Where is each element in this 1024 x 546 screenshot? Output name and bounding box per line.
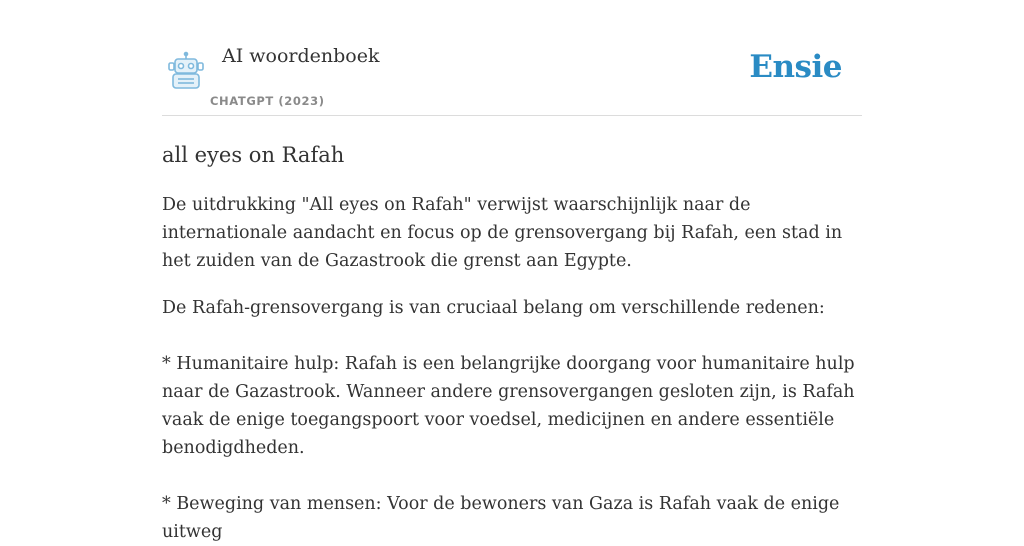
robot-icon	[166, 52, 206, 90]
definition-paragraph: De Rafah-grensovergang is van cruciaal belang om verschillende redenen:	[162, 298, 825, 318]
definition-paragraph: * Humanitaire hulp: Rafah is een belangrijke doorgang voor humanitaire hulp naar de Gazastrook. Wanneer andere grensovergangen gesloten zijn, is Rafah vaak de enige toegangspoort voor voedsel, medicijnen en andere essentiële benodigdheden.	[162, 354, 855, 458]
page	[162, 0, 862, 546]
definition-paragraph: De uitdrukking "All eyes on Rafah" verwijst waarschijnlijk naar de internationale aandacht en focus op de grensovergang bij Rafah, een stad in het zuiden van de Gazastrook die grenst aan Egypte.	[162, 195, 843, 271]
entry-definition	[162, 191, 862, 546]
header	[162, 0, 862, 116]
dictionary-name[interactable]: AI woordenboek	[222, 45, 380, 67]
brand-logo[interactable]: Ensie	[749, 49, 842, 85]
entry-term: all eyes on Rafah	[162, 143, 345, 167]
source-label: CHATGPT (2023)	[210, 94, 325, 108]
definition-paragraph: * Beweging van mensen: Voor de bewoners van Gaza is Rafah vaak de enige uitweg	[162, 494, 840, 542]
